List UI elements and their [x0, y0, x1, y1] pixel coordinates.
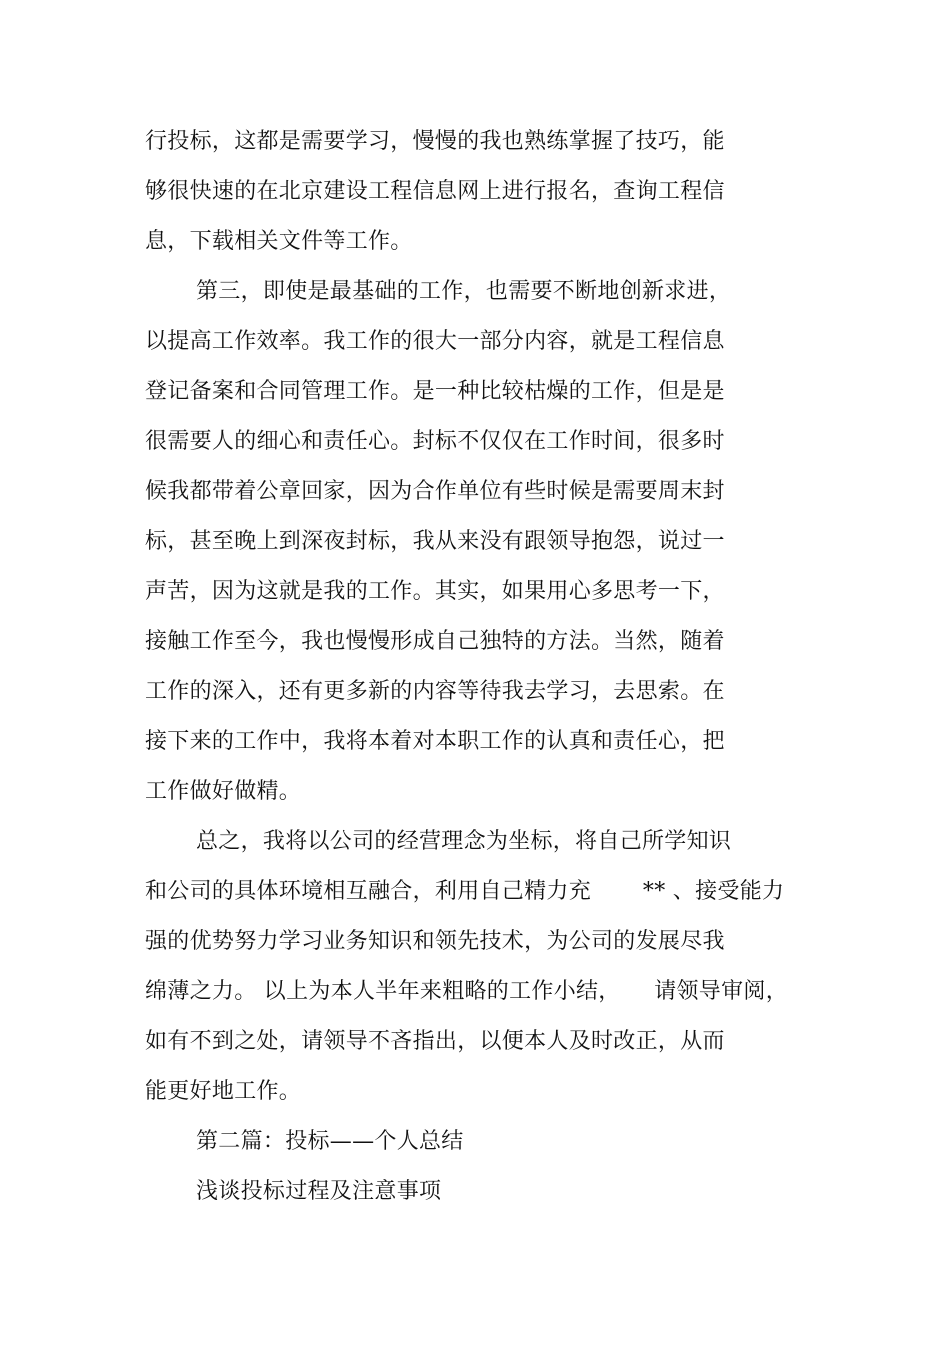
paragraph-line: 和公司的具体环境相互融合，利用自己精力充 ** 、接受能力 [145, 879, 785, 904]
section-heading: 第二篇：投标——个人总结 [196, 1129, 464, 1154]
paragraph-line: 工作做好做精。 [145, 779, 302, 804]
paragraph-line: 能更好地工作。 [145, 1079, 302, 1104]
subsection-heading: 浅谈投标过程及注意事项 [196, 1179, 442, 1204]
paragraph-first-line: 总之，我将以公司的经营理念为坐标，将自己所学知识 [196, 829, 732, 854]
paragraph-line: 如有不到之处，请领导不吝指出，以便本人及时改正，从而 [145, 1029, 725, 1054]
paragraph-line: 够很快速的在北京建设工程信息网上进行报名，查询工程信 [145, 179, 725, 204]
paragraph-line: 接下来的工作中，我将本着对本职工作的认真和责任心，把 [145, 729, 725, 754]
paragraph-line: 声苦，因为这就是我的工作。其实，如果用心多思考一下， [145, 579, 725, 604]
paragraph-line: 绵薄之力。 以上为本人半年来粗略的工作小结， 请领导审阅， [145, 979, 788, 1004]
paragraph-line: 强的优势努力学习业务知识和领先技术，为公司的发展尽我 [145, 929, 725, 954]
paragraph-line: 工作的深入，还有更多新的内容等待我去学习，去思索。在 [145, 679, 725, 704]
paragraph-first-line: 第三，即使是最基础的工作，也需要不断地创新求进， [196, 279, 732, 304]
paragraph-line: 很需要人的细心和责任心。封标不仅仅在工作时间，很多时 [145, 429, 725, 454]
paragraph-line: 登记备案和合同管理工作。是一种比较枯燥的工作，但是是 [145, 379, 725, 404]
paragraph-line: 候我都带着公章回家，因为合作单位有些时候是需要周末封 [145, 479, 725, 504]
paragraph-line: 标，甚至晚上到深夜封标，我从来没有跟领导抱怨，说过一 [145, 529, 725, 554]
paragraph-line: 息，下载相关文件等工作。 [145, 229, 413, 254]
paragraph-line: 行投标，这都是需要学习，慢慢的我也熟练掌握了技巧，能 [145, 129, 725, 154]
paragraph-line: 以提高工作效率。我工作的很大一部分内容，就是工程信息 [145, 329, 725, 354]
paragraph-line: 接触工作至今，我也慢慢形成自己独特的方法。当然，随着 [145, 629, 725, 654]
